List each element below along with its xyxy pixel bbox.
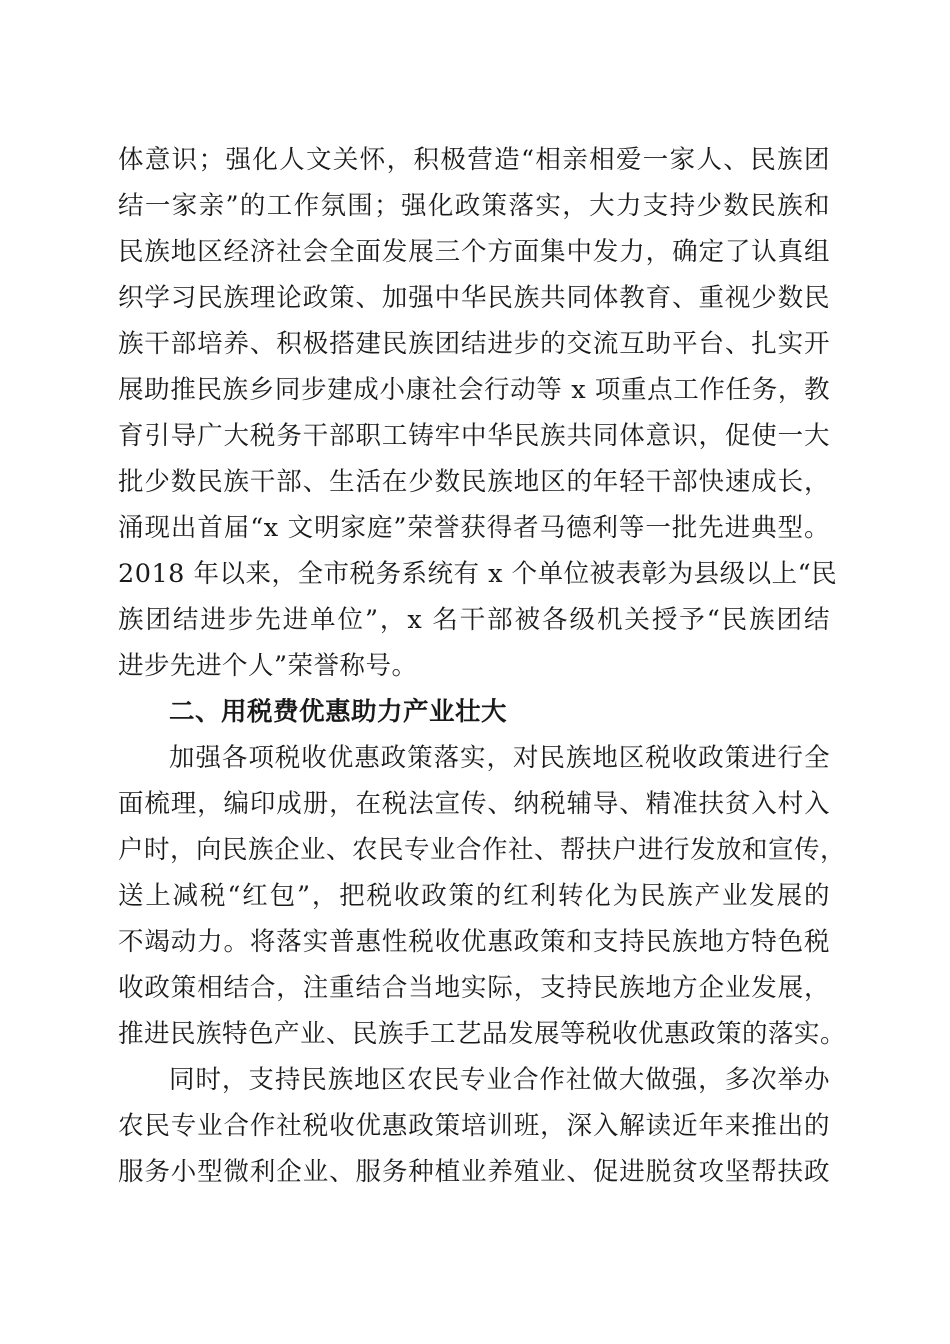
paragraph-line: 织学习民族理论政策、加强中华民族共同体教育、重视少数民 [118,283,830,313]
paragraph-line: 育引导广大税务干部职工铸牢中华民族共同体意识，促使一大 [118,421,830,451]
paragraph-line: 服务小型微利企业、服务种植业养殖业、促进脱贫攻坚帮扶政 [118,1157,830,1187]
section-heading: 二、用税费优惠助力产业壮大 [169,697,508,727]
paragraph-line: 送上减税“红包”，把税收政策的红利转化为民族产业发展的 [118,881,830,911]
paragraph-line: 批少数民族干部、生活在少数民族地区的年轻干部快速成长， [118,467,830,497]
paragraph-line: 展助推民族乡同步建成小康社会行动等 x 项重点工作任务，教 [118,375,830,405]
paragraph-line: 族团结进步先进单位”，x 名干部被各级机关授予“民族团结 [118,605,830,635]
paragraph-line: 同时，支持民族地区农民专业合作社做大做强，多次举办 [169,1065,830,1095]
paragraph-line: 推进民族特色产业、民族手工艺品发展等税收优惠政策的落实。 [118,1019,847,1049]
paragraph-line: 户时，向民族企业、农民专业合作社、帮扶户进行发放和宣传， [118,835,847,865]
paragraph-line: 农民专业合作社税收优惠政策培训班，深入解读近年来推出的 [118,1111,830,1141]
paragraph-line: 收政策相结合，注重结合当地实际，支持民族地方企业发展， [118,973,830,1003]
paragraph-line: 结一家亲”的工作氛围；强化政策落实，大力支持少数民族和 [118,191,830,221]
paragraph-line: 进步先进个人”荣誉称号。 [118,651,418,681]
paragraph-line: 族干部培养、积极搭建民族团结进步的交流互助平台、扎实开 [118,329,830,359]
paragraph-line: 不竭动力。将落实普惠性税收优惠政策和支持民族地方特色税 [118,927,830,957]
paragraph-line: 加强各项税收优惠政策落实，对民族地区税收政策进行全 [169,743,830,773]
paragraph-line: 体意识；强化人文关怀，积极营造“相亲相爱一家人、民族团 [118,145,830,175]
paragraph-line: 面梳理，编印成册，在税法宣传、纳税辅导、精准扶贫入村入 [118,789,830,819]
paragraph-line: 2018 年以来，全市税务系统有 x 个单位被表彰为县级以上“民 [118,559,838,589]
paragraph-line: 民族地区经济社会全面发展三个方面集中发力，确定了认真组 [118,237,830,267]
paragraph-line: 涌现出首届“x 文明家庭”荣誉获得者马德利等一批先进典型。 [118,513,830,543]
